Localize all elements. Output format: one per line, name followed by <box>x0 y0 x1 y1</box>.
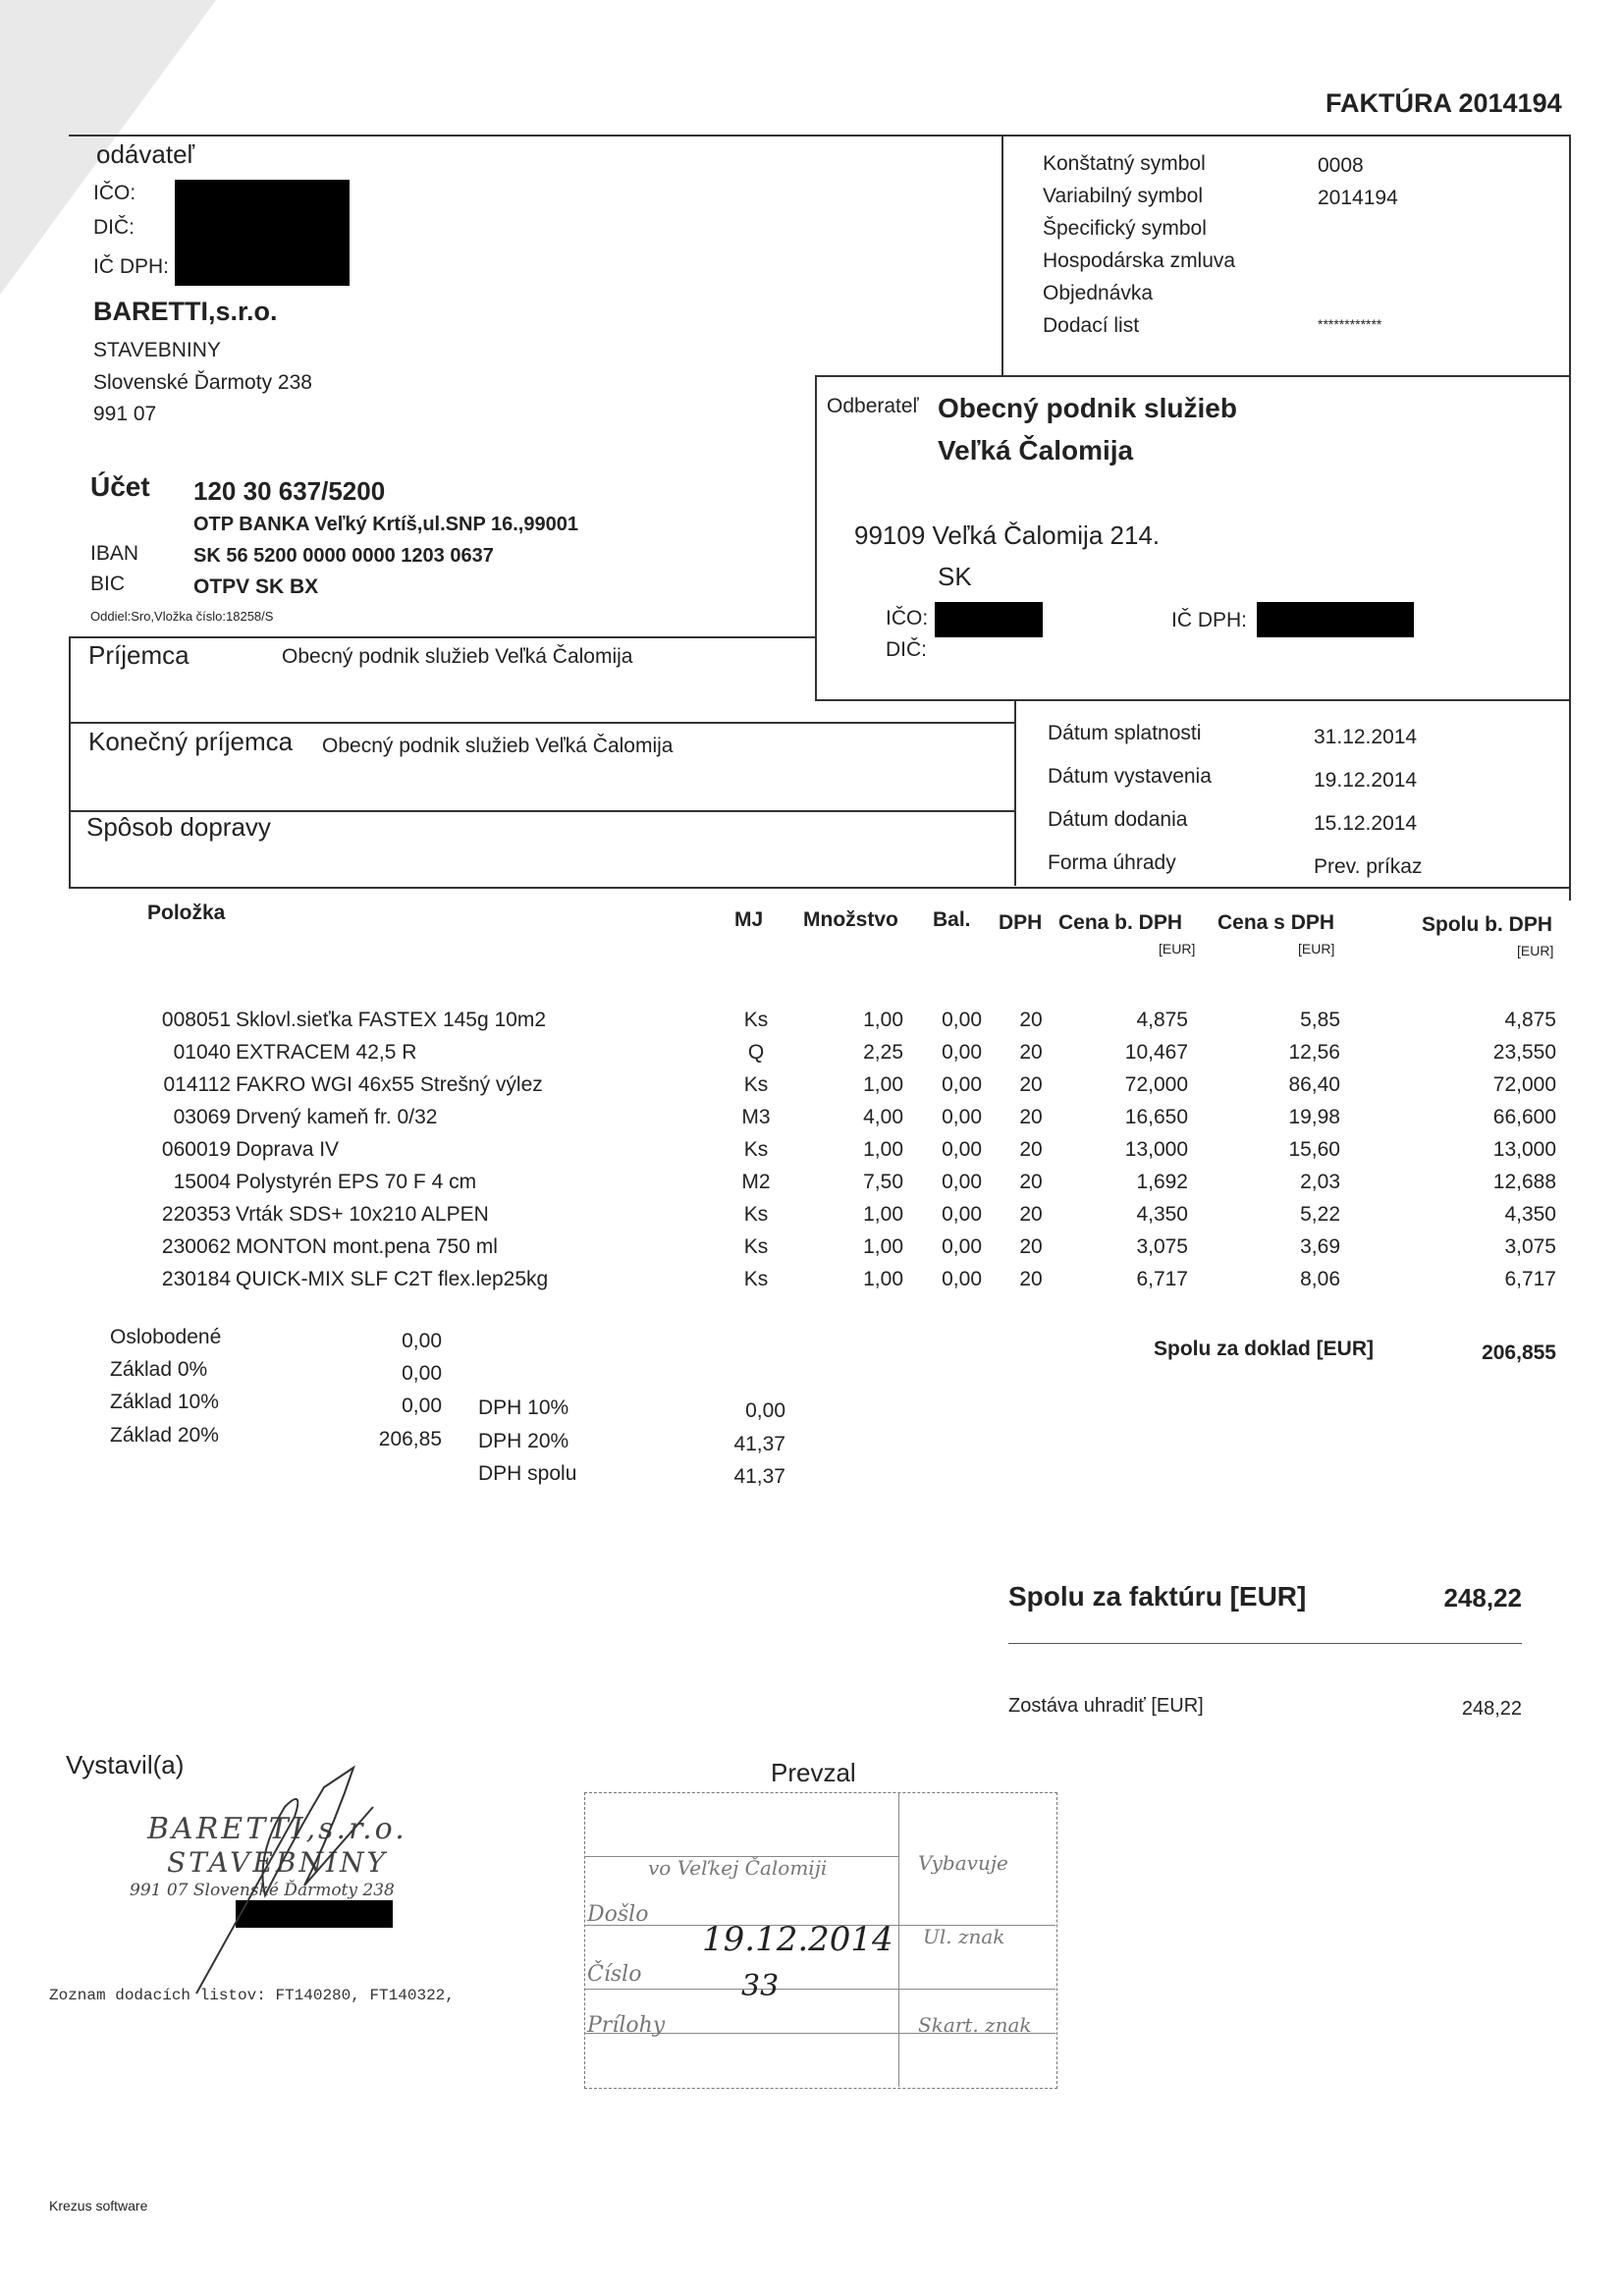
item-bal: 0,00 <box>942 1203 982 1226</box>
customer-label: Odberateľ <box>827 395 919 417</box>
totals-divider <box>1008 1643 1522 1644</box>
item-price-gross: 2,03 <box>1300 1171 1340 1193</box>
item-total-net: 12,688 <box>1492 1171 1556 1193</box>
objednavka-label: Objednávka <box>1043 282 1154 304</box>
table-row <box>0 1041 1623 1073</box>
stamp-ulozny-znak: Ul. znak <box>923 1925 1005 1948</box>
final-recipient-value: Obecný podnik služieb Veľká Čalomija <box>322 735 674 757</box>
supplier-line2: Slovenské Ďarmoty 238 <box>93 371 312 394</box>
item-price-gross: 5,85 <box>1300 1009 1340 1031</box>
item-code: 060019 <box>161 1138 231 1161</box>
redaction-supplier-ids <box>175 180 350 286</box>
item-qty: 2,25 <box>863 1041 903 1064</box>
item-price-net: 1,692 <box>1136 1171 1188 1193</box>
item-bal: 0,00 <box>942 1235 982 1258</box>
vystavil-label: Vystavil(a) <box>66 1750 185 1779</box>
stamp-prilohy-label: Prílohy <box>587 2013 666 2038</box>
item-dph: 20 <box>1019 1268 1043 1290</box>
item-name: MONTON mont.pena 750 ml <box>236 1235 498 1258</box>
iban-value: SK 56 5200 0000 0000 1203 0637 <box>193 545 494 567</box>
item-name: Vrták SDS+ 10x210 ALPEN <box>236 1203 489 1226</box>
item-price-net: 6,717 <box>1136 1268 1188 1290</box>
zaklad0-value: 0,00 <box>402 1362 442 1385</box>
item-price-gross: 12,56 <box>1288 1041 1340 1064</box>
item-total-net: 4,350 <box>1504 1203 1556 1226</box>
stamp-dosla-value: 19.12.2014 <box>702 1920 893 1959</box>
header-dph: DPH <box>999 911 1043 934</box>
item-dph: 20 <box>1019 1203 1043 1226</box>
stamp-header: vo Veľkej Čalomiji <box>648 1856 828 1880</box>
item-mj: Ks <box>743 1268 769 1290</box>
item-price-net: 13,000 <box>1124 1138 1188 1161</box>
item-name: Drvený kameň fr. 0/32 <box>236 1106 438 1128</box>
item-dph: 20 <box>1019 1235 1043 1258</box>
stamp-vertical-rule <box>898 1792 899 2087</box>
zaklad20-value: 206,85 <box>378 1428 442 1450</box>
redaction-customer-ico <box>935 602 1043 637</box>
dph-spolu-label: DPH spolu <box>478 1462 577 1485</box>
uhrada-label: Forma úhrady <box>1048 851 1176 874</box>
dodaci-list-value: ************ <box>1318 316 1382 332</box>
spolu-faktura-label: Spolu za faktúru [EUR] <box>1008 1581 1307 1612</box>
customer-name-1: Obecný podnik služieb <box>938 393 1237 423</box>
recipient-value: Obecný podnik služieb Veľká Čalomija <box>282 645 633 668</box>
dodaci-list-label: Dodací list <box>1043 314 1140 337</box>
oslobodene-value: 0,00 <box>402 1330 442 1352</box>
item-name: Doprava IV <box>236 1138 340 1161</box>
spolu-doklad-label: Spolu za doklad [EUR] <box>1154 1338 1375 1360</box>
signature <box>177 1748 412 2003</box>
software-credit: Krezus software <box>49 2198 148 2214</box>
item-qty: 1,00 <box>863 1138 903 1161</box>
stamp-cislo-label: Číslo <box>587 1962 642 1987</box>
stamp-cislo-value: 33 <box>741 1969 780 2003</box>
item-price-net: 4,350 <box>1136 1203 1188 1226</box>
account-label: Účet <box>90 471 150 502</box>
table-row <box>0 1268 1623 1300</box>
zaklad20-label: Základ 20% <box>110 1424 219 1447</box>
item-mj: M2 <box>741 1171 771 1193</box>
item-bal: 0,00 <box>942 1041 982 1064</box>
item-total-net: 66,600 <box>1492 1106 1556 1128</box>
item-price-net: 16,650 <box>1124 1106 1188 1128</box>
customer-dic-label: DIČ: <box>886 638 927 661</box>
supplier-icdph-label: IČ DPH: <box>93 255 170 278</box>
header-mj: MJ <box>734 908 764 931</box>
item-price-net: 4,875 <box>1136 1009 1188 1031</box>
header-spolu-b-dph: Spolu b. DPH <box>1422 913 1552 936</box>
header-cena-s-dph: Cena s DPH <box>1217 911 1335 934</box>
unit-cena-s-dph: [EUR] <box>1298 941 1335 957</box>
account-number: 120 30 637/5200 <box>193 476 386 506</box>
unit-cena-b-dph: [EUR] <box>1159 941 1196 957</box>
item-name: EXTRACEM 42,5 R <box>236 1041 417 1064</box>
item-code: 03069 <box>173 1106 231 1128</box>
item-code: 230184 <box>161 1268 231 1290</box>
item-price-gross: 15,60 <box>1288 1138 1340 1161</box>
supplier-line3: 991 07 <box>93 403 157 425</box>
dodania-value: 15.12.2014 <box>1314 812 1418 835</box>
specificky-label: Špecifický symbol <box>1043 217 1207 240</box>
bic-label: BIC <box>90 573 126 595</box>
dph10-value: 0,00 <box>745 1399 785 1422</box>
zostava-value: 248,22 <box>1461 1698 1522 1720</box>
supplier-name: BARETTI,s.r.o. <box>93 297 278 326</box>
item-mj: Q <box>747 1041 765 1064</box>
stamp-vybavuje: Vybavuje <box>918 1851 1008 1875</box>
item-qty: 1,00 <box>863 1203 903 1226</box>
prevzal-label: Prevzal <box>771 1758 856 1787</box>
final-recipient-label: Konečný príjemca <box>88 727 294 756</box>
iban-label: IBAN <box>90 542 139 565</box>
supplier-line1: STAVEBNINY <box>93 339 221 361</box>
item-price-gross: 86,40 <box>1288 1073 1340 1096</box>
item-dph: 20 <box>1019 1106 1043 1128</box>
item-price-gross: 5,22 <box>1300 1203 1340 1226</box>
item-bal: 0,00 <box>942 1009 982 1031</box>
splatnost-label: Dátum splatnosti <box>1048 722 1202 744</box>
item-qty: 1,00 <box>863 1268 903 1290</box>
item-mj: Ks <box>743 1235 769 1258</box>
invoice-title: FAKTÚRA 2014194 <box>1325 88 1562 118</box>
vystavenia-label: Dátum vystavenia <box>1048 765 1212 788</box>
frame-left-line <box>69 636 71 887</box>
item-price-net: 3,075 <box>1136 1235 1188 1258</box>
customer-ico-label: IČO: <box>886 607 929 629</box>
item-total-net: 72,000 <box>1492 1073 1556 1096</box>
recipient-bottom-line <box>69 722 1016 724</box>
konstantny-value: 0008 <box>1318 154 1364 177</box>
konstantny-label: Konštatný symbol <box>1043 152 1206 175</box>
customer-address: 99109 Veľká Čalomija 214. <box>854 520 1161 550</box>
item-total-net: 6,717 <box>1504 1268 1556 1290</box>
item-price-net: 10,467 <box>1124 1041 1188 1064</box>
item-bal: 0,00 <box>942 1106 982 1128</box>
item-qty: 4,00 <box>863 1106 903 1128</box>
item-qty: 1,00 <box>863 1235 903 1258</box>
item-name: Sklovl.sieťka FASTEX 145g 10m2 <box>236 1009 547 1031</box>
customer-name-2: Veľká Čalomija <box>938 435 1134 465</box>
item-bal: 0,00 <box>942 1171 982 1193</box>
table-row <box>0 1073 1623 1106</box>
item-bal: 0,00 <box>942 1138 982 1161</box>
unit-spolu-b-dph: [EUR] <box>1517 943 1554 958</box>
bic-value: OTPV SK BX <box>193 575 319 598</box>
splatnost-value: 31.12.2014 <box>1314 726 1418 748</box>
supplier-heading: odávateľ <box>96 139 195 169</box>
item-name: FAKRO WGI 46x55 Strešný výlez <box>236 1073 543 1096</box>
dates-divider <box>1014 699 1016 886</box>
item-code: 15004 <box>173 1171 231 1193</box>
item-dph: 20 <box>1019 1041 1043 1064</box>
item-code: 230062 <box>161 1235 231 1258</box>
registry-note: Oddiel:Sro,Vložka číslo:18258/S <box>90 609 274 624</box>
zaklad10-label: Základ 10% <box>110 1391 219 1413</box>
zostava-label: Zostáva uhradiť [EUR] <box>1008 1695 1204 1717</box>
item-qty: 7,50 <box>863 1171 903 1193</box>
item-dph: 20 <box>1019 1171 1043 1193</box>
vystavenia-value: 19.12.2014 <box>1314 769 1418 792</box>
variabilny-label: Variabilný symbol <box>1043 185 1204 207</box>
stamp-line1: BARETTI,s.r.o. <box>147 1812 407 1846</box>
item-bal: 0,00 <box>942 1073 982 1096</box>
bank-name: OTP BANKA Veľký Krtíš,ul.SNP 16.,99001 <box>193 514 578 535</box>
stamp-skart-znak: Skart. znak <box>918 2013 1032 2037</box>
symbols-divider <box>1001 135 1003 375</box>
dodania-label: Dátum dodania <box>1048 808 1188 831</box>
customer-top-line <box>815 375 1571 377</box>
item-mj: Ks <box>743 1203 769 1226</box>
dph20-value: 41,37 <box>733 1433 785 1455</box>
item-mj: Ks <box>743 1009 769 1031</box>
header-cena-b-dph: Cena b. DPH <box>1058 911 1183 934</box>
item-price-gross: 8,06 <box>1300 1268 1340 1290</box>
dph20-label: DPH 20% <box>478 1430 569 1452</box>
customer-country: SK <box>938 562 972 591</box>
frame-top-line <box>69 135 1571 137</box>
oslobodene-label: Oslobodené <box>110 1326 222 1348</box>
item-mj: M3 <box>741 1106 771 1128</box>
header-mnozstvo: Množstvo <box>803 908 898 931</box>
table-row <box>0 1009 1623 1041</box>
item-code: 220353 <box>161 1203 231 1226</box>
table-row <box>0 1138 1623 1171</box>
header-bal: Bal. <box>933 908 971 931</box>
item-total-net: 3,075 <box>1504 1235 1556 1258</box>
frame-right-line <box>1569 135 1571 901</box>
recipient-label: Príjemca <box>88 640 189 670</box>
item-code: 01040 <box>173 1041 231 1064</box>
item-qty: 1,00 <box>863 1009 903 1031</box>
stamp-line2: STAVEBNINY <box>167 1846 388 1879</box>
item-price-net: 72,000 <box>1124 1073 1188 1096</box>
transport-label: Spôsob dopravy <box>86 812 271 842</box>
item-mj: Ks <box>743 1138 769 1161</box>
uhrada-value: Prev. príkaz <box>1314 855 1423 878</box>
table-row <box>0 1235 1623 1268</box>
table-row <box>0 1171 1623 1203</box>
frame-bottom-line <box>69 887 1571 889</box>
item-total-net: 13,000 <box>1492 1138 1556 1161</box>
redaction-customer-icdph <box>1257 602 1414 637</box>
customer-icdph-label: IČ DPH: <box>1171 609 1248 631</box>
delivery-notes: Zoznam dodacích listov: FT140280, FT140322, <box>49 1987 455 2004</box>
customer-left-line <box>815 375 817 699</box>
supplier-dic-label: DIČ: <box>93 216 135 239</box>
item-total-net: 4,875 <box>1504 1009 1556 1031</box>
spolu-faktura-value: 248,22 <box>1443 1583 1522 1613</box>
customer-bottom-line <box>815 699 1571 701</box>
table-row <box>0 1106 1623 1138</box>
item-price-gross: 19,98 <box>1288 1106 1340 1128</box>
item-name: QUICK-MIX SLF C2T flex.lep25kg <box>236 1268 549 1290</box>
stamp-line3: 991 07 Slovenské Ďarmoty 238 <box>130 1881 395 1900</box>
item-mj: Ks <box>743 1073 769 1096</box>
item-bal: 0,00 <box>942 1268 982 1290</box>
variabilny-value: 2014194 <box>1318 187 1398 209</box>
item-dph: 20 <box>1019 1073 1043 1096</box>
item-dph: 20 <box>1019 1009 1043 1031</box>
spolu-doklad-value: 206,855 <box>1482 1341 1556 1364</box>
zaklad0-label: Základ 0% <box>110 1358 208 1381</box>
item-dph: 20 <box>1019 1138 1043 1161</box>
item-total-net: 23,550 <box>1492 1041 1556 1064</box>
dph-spolu-value: 41,37 <box>733 1465 785 1488</box>
item-name: Polystyrén EPS 70 F 4 cm <box>236 1171 477 1193</box>
table-row <box>0 1203 1623 1235</box>
hosp-zmluva-label: Hospodárska zmluva <box>1043 249 1236 272</box>
supplier-ico-label: IČO: <box>93 182 136 204</box>
item-price-gross: 3,69 <box>1300 1235 1340 1258</box>
item-code: 008051 <box>161 1009 231 1031</box>
stamp-rule-3 <box>584 1989 1055 1990</box>
stamp-dosla-label: Došlo <box>587 1902 649 1927</box>
dph10-label: DPH 10% <box>478 1396 569 1419</box>
item-code: 014112 <box>163 1073 231 1096</box>
header-polozka: Položka <box>147 902 226 924</box>
supplier-bottom-line <box>69 636 817 638</box>
zaklad10-value: 0,00 <box>402 1394 442 1417</box>
item-qty: 1,00 <box>863 1073 903 1096</box>
